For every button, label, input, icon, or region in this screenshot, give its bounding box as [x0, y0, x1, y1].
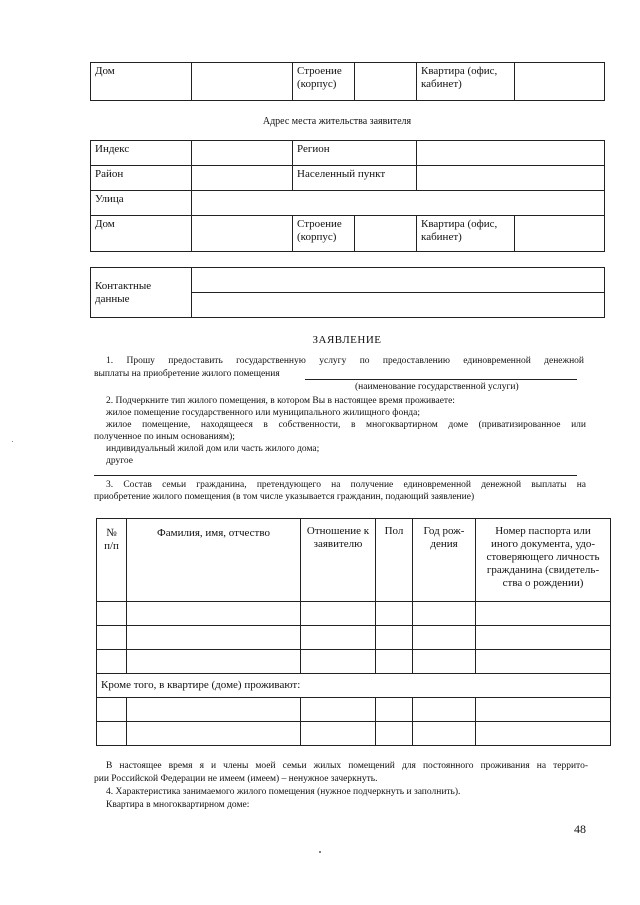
cell-relation[interactable] [301, 602, 376, 626]
cell-num[interactable] [97, 698, 127, 722]
cell-relation[interactable] [301, 698, 376, 722]
house-label: Дом [91, 63, 192, 101]
scan-speck [319, 851, 321, 853]
building-label: Строение (корпус) [293, 63, 355, 101]
scan-speck [12, 441, 13, 442]
p2-line1: 2. Подчеркните тип жилого помещения, в котором Вы в настоящее время проживаете: [106, 396, 455, 406]
cell-sex[interactable] [376, 722, 413, 746]
cell-name[interactable] [127, 626, 301, 650]
index-field[interactable] [192, 141, 293, 166]
locality-field[interactable] [417, 166, 605, 191]
col-name-header: Фамилия, имя, отчество [127, 519, 301, 602]
footer-line1: В настоящее время я и члены моей семьи жилых помещений для постоянного проживания на террито- [106, 761, 588, 771]
cell-doc[interactable] [476, 698, 611, 722]
family-table [96, 518, 611, 746]
p2-opt4[interactable]: другое [106, 456, 133, 466]
cell-year[interactable] [413, 698, 476, 722]
p2-opt1[interactable]: жилое помещение государственного или муниципального жилищного фонда; [106, 408, 420, 418]
res-apartment-label: Квартира (офис, кабинет) [417, 216, 515, 252]
contact-field-2[interactable] [192, 293, 605, 318]
cell-num[interactable] [97, 602, 127, 626]
cell-sex[interactable] [376, 626, 413, 650]
cell-sex[interactable] [376, 698, 413, 722]
table-row [97, 722, 611, 746]
p2-opt3[interactable]: индивидуальный жилой дом или часть жилого дома; [106, 444, 320, 454]
district-label: Район [91, 166, 192, 191]
contact-label: Контактные данные [91, 268, 192, 318]
cell-sex[interactable] [376, 602, 413, 626]
p1-line2: выплаты на приобретение жилого помещения [94, 369, 280, 379]
contact-table [90, 267, 605, 318]
table-row [97, 626, 611, 650]
cell-name[interactable] [127, 698, 301, 722]
cell-doc[interactable] [476, 602, 611, 626]
p1-caption: (наименование государственной услуги) [355, 382, 519, 392]
cell-relation[interactable] [301, 650, 376, 674]
house-field[interactable] [192, 63, 293, 101]
also-living-label: Кроме того, в квартире (доме) проживают: [97, 674, 611, 698]
residence-address-table [90, 140, 605, 252]
res-apartment-field[interactable] [515, 216, 605, 252]
res-house-field[interactable] [192, 216, 293, 252]
table-row [97, 650, 611, 674]
cell-relation[interactable] [301, 722, 376, 746]
cell-relation[interactable] [301, 626, 376, 650]
cell-name[interactable] [127, 650, 301, 674]
apartment-field[interactable] [515, 63, 605, 101]
service-name-input[interactable] [305, 379, 577, 380]
street-field[interactable] [192, 191, 605, 216]
contact-field-1[interactable] [192, 268, 605, 293]
building-field[interactable] [355, 63, 417, 101]
cell-name[interactable] [127, 602, 301, 626]
p3-line2: приобретение жилого помещения (в том числе указывается гражданин, подающий заявление) [94, 492, 475, 502]
cell-num[interactable] [97, 626, 127, 650]
footer-line2: рии Российской Федерации не имеем (имеем) – ненужное зачеркнуть. [94, 774, 378, 784]
cell-doc[interactable] [476, 650, 611, 674]
region-label: Регион [293, 141, 417, 166]
top-address-table [90, 62, 605, 101]
cell-year[interactable] [413, 602, 476, 626]
region-field[interactable] [417, 141, 605, 166]
res-house-label: Дом [91, 216, 192, 252]
cell-sex[interactable] [376, 650, 413, 674]
res-building-label: Строение (корпус) [293, 216, 355, 252]
p3-line1: 3. Состав семьи гражданина, претендующего на получение единовременной денежной выплаты на [106, 480, 586, 490]
cell-year[interactable] [413, 626, 476, 650]
page-number: 48 [574, 822, 586, 836]
res-building-field[interactable] [355, 216, 417, 252]
statement-title: ЗАЯВЛЕНИЕ [312, 334, 382, 346]
residence-title: Адрес места жительства заявителя [262, 116, 412, 127]
table-row [97, 602, 611, 626]
other-type-input[interactable] [94, 475, 577, 476]
col-year-header: Год рож- дения [413, 519, 476, 602]
footer-line3: 4. Характеристика занимаемого жилого помещения (нужное подчеркнуть и заполнить). [106, 787, 461, 797]
col-relation-header: Отношение к заявителю [301, 519, 376, 602]
table-row [97, 698, 611, 722]
col-sex-header: Пол [376, 519, 413, 602]
col-num-header: № п/п [97, 519, 127, 602]
locality-label: Населенный пункт [293, 166, 417, 191]
cell-year[interactable] [413, 722, 476, 746]
col-doc-header: Номер паспорта или иного документа, удо- стоверяющего личность гражданина (свидетель- ства о рождении) [476, 519, 611, 602]
p2-opt2-line2[interactable]: полученное по иным основаниям); [94, 432, 235, 442]
cell-doc[interactable] [476, 626, 611, 650]
p2-opt2-line1[interactable]: жилое помещение, находящееся в собственности, в многоквартирном доме (приватизированное или [106, 420, 586, 430]
index-label: Индекс [91, 141, 192, 166]
cell-num[interactable] [97, 650, 127, 674]
cell-num[interactable] [97, 722, 127, 746]
apartment-label: Квартира (офис, кабинет) [417, 63, 515, 101]
street-label: Улица [91, 191, 192, 216]
footer-line4: Квартира в многоквартирном доме: [106, 800, 250, 810]
cell-doc[interactable] [476, 722, 611, 746]
cell-name[interactable] [127, 722, 301, 746]
p1-line1: 1. Прошу предоставить государственную услугу по предоставлению единовременной денежной [106, 356, 584, 366]
district-field[interactable] [192, 166, 293, 191]
cell-year[interactable] [413, 650, 476, 674]
